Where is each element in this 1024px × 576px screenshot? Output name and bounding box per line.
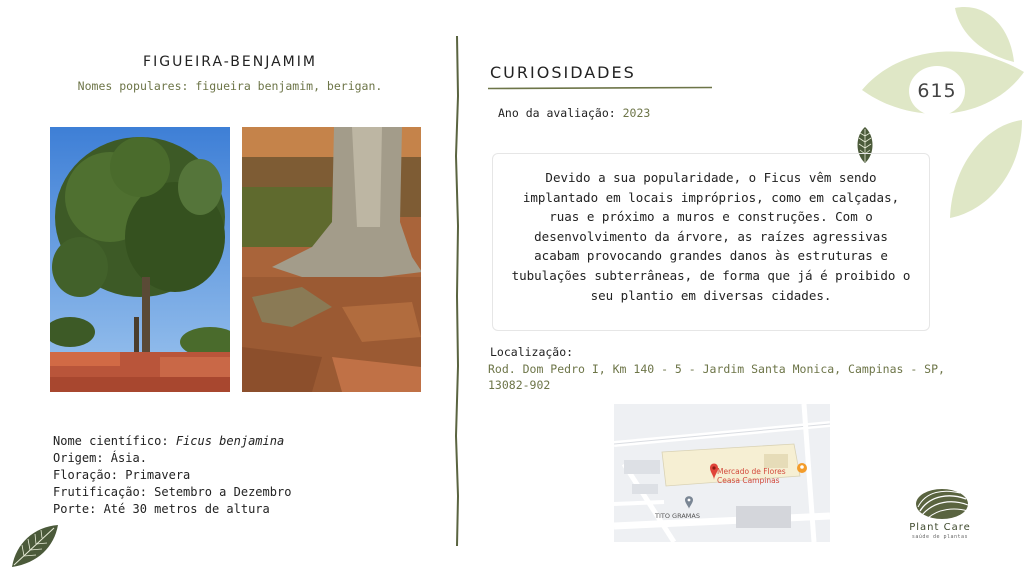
tree-trunk-photo — [242, 127, 421, 392]
brand-tagline: saúde de plantas — [911, 534, 969, 540]
flowering: Floração: Primavera — [53, 468, 191, 482]
fruiting: Frutificação: Setembro a Dezembro — [53, 485, 292, 499]
curiosities-title: CURIOSIDADES — [490, 63, 636, 82]
title-underline — [488, 86, 712, 90]
tree-size: Porte: Até 30 metros de altura — [53, 502, 270, 516]
map-place-label: Mercado de Flores Ceasa Campinas — [717, 467, 786, 485]
location-map[interactable] — [614, 404, 830, 542]
location-address: Rod. Dom Pedro I, Km 140 - 5 - Jardim Santa Monica, Campinas - SP, 13082-902 — [488, 362, 945, 392]
popular-names: Nomes populares: figueira benjamim, berigan. — [77, 79, 383, 93]
brand-name: Plant Care — [909, 522, 971, 533]
tree-photo-full — [50, 127, 230, 392]
evaluation-year: Ano da avaliação: 2023 — [498, 106, 651, 120]
location-label: Localização: — [490, 345, 574, 359]
species-facts — [53, 433, 291, 518]
vertical-divider — [454, 36, 460, 546]
curiosity-text: Devido a sua popularidade, o Ficus vêm sendo implantado em locais impróprios, como em calçadas, ruas e próximo a muros e construções. Com o desenvolvimento da árvore, as raízes agressivas acabam provocando grandes danos às estruturas e tubulações subterrâneas, de forma que já é proibido o seu plantio em diversas cidades. — [511, 170, 911, 303]
plant-care-logo-icon — [914, 487, 970, 521]
scientific-name: Nome científico: Ficus benjamina — [53, 434, 285, 448]
species-title: FIGUEIRA-BENJAMIM — [143, 54, 317, 70]
leaf-icon — [10, 523, 60, 569]
map-secondary-label: TITO GRAMAS — [655, 512, 700, 520]
plant-number-badge: 615 — [909, 66, 965, 116]
origin: Origem: Ásia. — [53, 451, 147, 465]
